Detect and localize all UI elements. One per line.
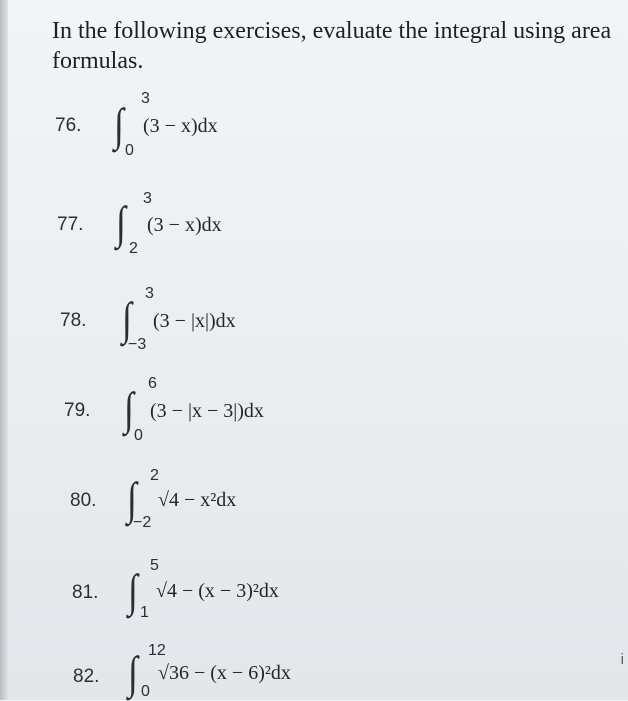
integrand: (3 − x)dx (143, 115, 218, 137)
integrand: √36 − (x − 6)²dx (158, 662, 291, 684)
lower-limit: 0 (134, 427, 143, 444)
integrand: (3 − |x − 3|)dx (150, 400, 264, 422)
lower-limit: −2 (133, 514, 152, 531)
problem-number: 82. (73, 666, 100, 687)
integrand: (3 − |x|)dx (153, 310, 236, 332)
integral-sign: ∫ (122, 293, 132, 344)
integral-sign: ∫ (127, 473, 137, 524)
integral-sign: ∫ (116, 197, 126, 248)
integral-sign: ∫ (128, 565, 138, 616)
upper-limit: 12 (148, 642, 166, 659)
integrand: (3 − x)dx (147, 214, 222, 236)
lower-limit: 2 (129, 240, 138, 257)
lower-limit: 1 (140, 604, 149, 621)
integrand: √4 − x²dx (158, 489, 237, 511)
problem-number: 78. (60, 310, 87, 331)
instructions-text: In the following exercises, evaluate the integral using area formulas. (52, 18, 612, 74)
upper-limit: 6 (148, 375, 157, 392)
upper-limit: 3 (145, 285, 154, 302)
integral-sign: ∫ (128, 647, 138, 698)
problem-number: 80. (70, 490, 97, 511)
upper-limit: 3 (143, 190, 152, 207)
upper-limit: 2 (150, 467, 159, 484)
integral-sign: ∫ (124, 383, 134, 434)
integral-sign: ∫ (114, 99, 124, 150)
lower-limit: −3 (128, 336, 147, 353)
upper-limit: 3 (141, 90, 150, 107)
problem-number: 76. (55, 115, 82, 136)
upper-limit: 5 (150, 557, 159, 574)
photo-edge-shadow (0, 0, 8, 700)
cut-off-letter: i (620, 651, 624, 668)
problem-number: 79. (64, 400, 91, 421)
problem-number: 77. (57, 214, 84, 235)
lower-limit: 0 (125, 142, 134, 159)
integrand: √4 − (x − 3)²dx (156, 580, 279, 602)
lower-limit: 0 (141, 683, 150, 700)
problem-number: 81. (72, 582, 99, 603)
